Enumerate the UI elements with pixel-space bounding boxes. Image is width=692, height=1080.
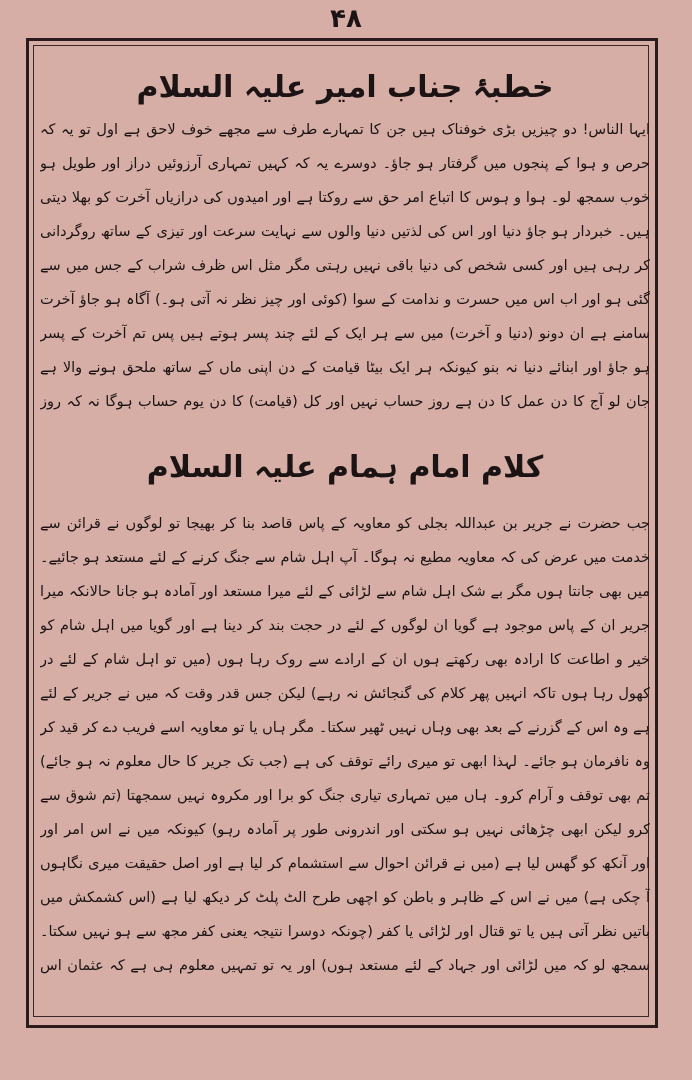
text-line: وہ نافرمان ہو جائے۔ لہذا ابھی تو میری رائے توقف کی ہے (جب تک جریر کا حال معلوم نہ ہو جائے) bbox=[40, 754, 650, 770]
text-line: جریر ان کے پاس موجود ہے گویا ان لوگوں کے لئے در حجت بند کر دینا ہے اور گویا میں اہل شام کو bbox=[40, 618, 650, 634]
text-line: باتیں نظر آتی ہیں یا تو قتال اور لڑائی یا کفر (چونکہ دوسرا نتیجہ یعنی کفر مجھ سے ہو نہیں سکتا۔ bbox=[40, 924, 650, 940]
text-line: کھول رہا ہوں تاکہ انہیں پھر کلام کی گنجائش نہ رہے) لیکن جس قدر وقت کہ میں نے جریر کے لئے bbox=[40, 686, 650, 702]
section-body-kalam bbox=[40, 508, 650, 984]
text-line: خیر و اطاعت کا ارادہ بھی رکھتے ہوں ان کے ارادے سے روک رہا ہوں (میں تو اہل شام کے لئے در bbox=[40, 652, 650, 668]
section-body-sermon bbox=[40, 114, 650, 420]
text-line: جان لو آج کا دن عمل کا دن ہے روز حساب نہیں اور کل (قیامت) کا دن یوم حساب ہوگا نہ کہ روز bbox=[40, 394, 650, 410]
section-heading-sermon: خطبۂ جناب امیر علیہ السلام bbox=[136, 70, 554, 105]
text-line: میں بھی جانتا ہوں مگر بے شک اہل شام سے لڑائی کے لئے میرا مستعد اور آمادہ ہو جانا حالانکہ میرا bbox=[40, 584, 650, 600]
text-line: خوب سمجھ لو۔ ہوا و ہوس کا اتباع امر حق سے روکتا ہے اور امیدوں کی درازیاں آخرت کو بھلا دیتی bbox=[40, 190, 650, 206]
text-line: حرص و ہوا کے پنجوں میں گرفتار ہو جاؤ۔ دوسرے یہ کہ کہیں تمہاری آرزوئیں دراز اور طویل ہو bbox=[40, 156, 650, 172]
section-heading-kalam: کلام امام ہمام علیہ السلام bbox=[146, 450, 544, 485]
text-line: اور آنکھ کو گھس لیا ہے (میں نے قرائن احوال سے استشمام کر لیا ہے اور اصل حقیقت میری نگاہوں bbox=[40, 856, 650, 872]
text-line: جب حضرت نے جریر بن عبداللہ بجلی کو معاویہ کے پاس قاصد بنا کر بھیجا تو لوگوں نے قرائن سے bbox=[40, 516, 650, 532]
page-number: ۴۸ bbox=[330, 4, 362, 34]
text-line: ہیں۔ خبردار ہو جاؤ دنیا اور اس کی لذتیں دنیا والوں سے نہایت سرعت اور تیزی کے ساتھ روگردانی bbox=[40, 224, 650, 240]
text-line: ایہا الناس! دو چیزیں بڑی خوفناک ہیں جن کا تمہارے طرف سے مجھے خوف لاحق ہے اول تو یہ کہ bbox=[40, 122, 650, 138]
text-line: کرو لیکن ابھی چڑھائی نہیں ہو سکتی اور اندرونی طور پر آمادہ رہو) کیونکہ میں نے اس امر اور bbox=[40, 822, 650, 838]
text-line: سامنے ہے ان دونو (دنیا و آخرت) میں سے ہر ایک کے لئے چند پسر ہوتے ہیں پس تم آخرت کے پسر bbox=[40, 326, 650, 342]
text-line: تم بھی توقف و آرام کرو۔ ہاں میں تمہاری تیاری جنگ کو برا اور مکروہ نہیں سمجھتا (تم شوق سے bbox=[40, 788, 650, 804]
text-line: خدمت میں عرض کی کہ معاویہ مطیع نہ ہوگا۔ آپ اہل شام سے جنگ کرنے کے لئے مستعد ہو جائیے۔ bbox=[40, 550, 650, 566]
text-line: سمجھ لو کہ میں لڑائی اور جہاد کے لئے مستعد ہوں) اور یہ تو تمہیں معلوم ہی ہے کہ عثمان اس bbox=[40, 958, 650, 974]
text-line: گئی ہو اور اب اس میں حسرت و ندامت کے سوا (کوئی اور چیز نظر نہ آتی ہو۔) آگاہ ہو جاؤ آخرت bbox=[40, 292, 650, 308]
text-line: ہو جاؤ اور ابنائے دنیا نہ بنو کیونکہ ہر ایک بیٹا قیامت کے دن اپنی ماں کے ساتھ ملحق ہونے والا ہے bbox=[40, 360, 650, 376]
text-line: آ چکی ہے) میں نے اس کے ظاہر و باطن کو اچھی طرح الٹ پلٹ کر دیکھ لیا ہے (اس کشمکش میں bbox=[40, 890, 650, 906]
text-line: کر رہی ہیں اور کسی شخص کی دنیا باقی نہیں رہتی مگر مثل اس ظرف شراب کے جس میں سے bbox=[40, 258, 650, 274]
text-line: ہے وہ اس کے گزرنے کے بعد بھی وہاں نہیں ٹھیر سکتا۔ مگر ہاں یا تو معاویہ اسے فریب دے کر قید کر bbox=[40, 720, 650, 736]
